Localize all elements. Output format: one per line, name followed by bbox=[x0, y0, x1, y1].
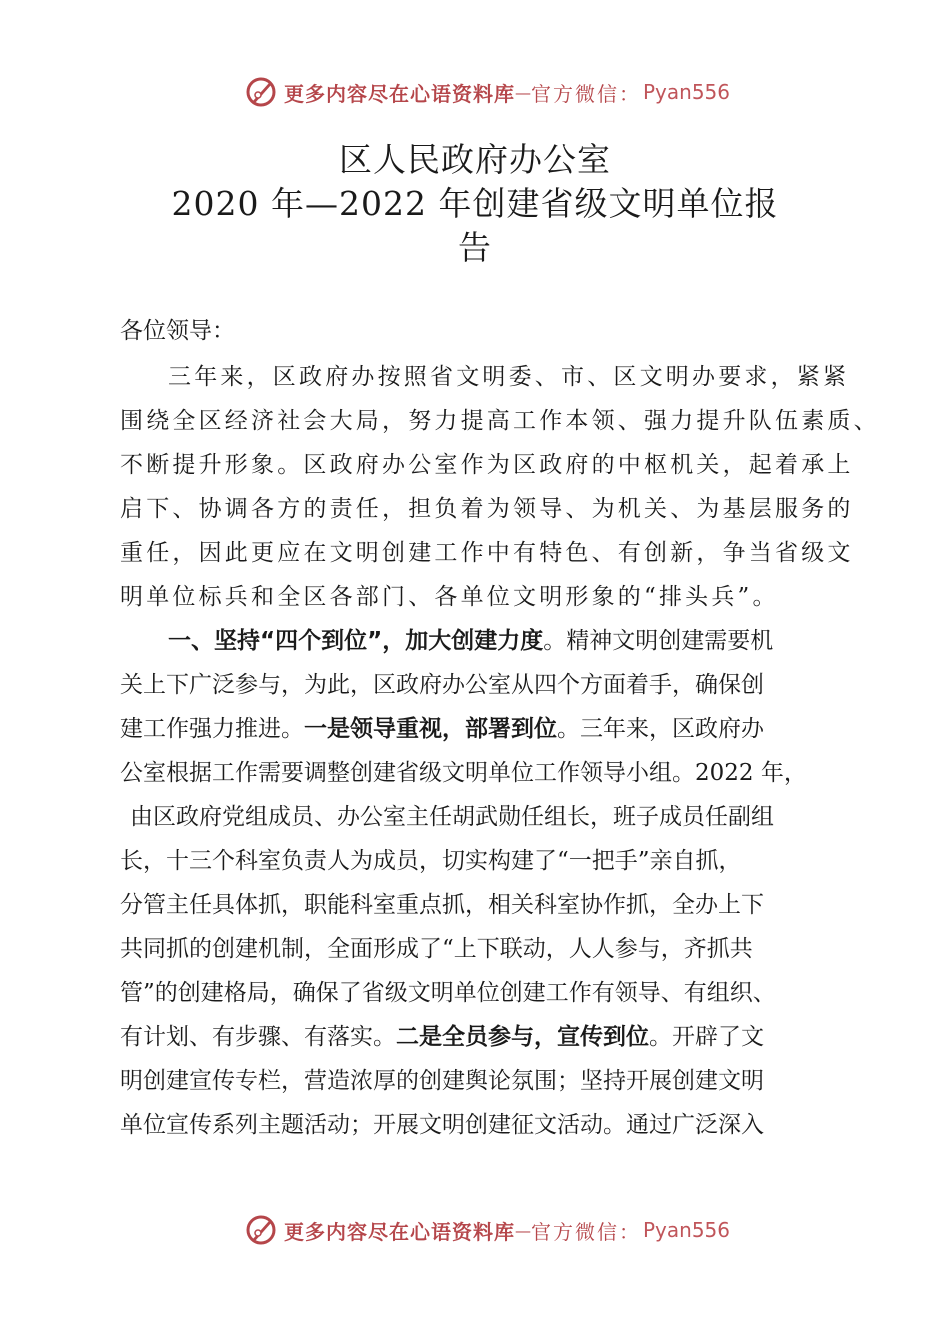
point1-heading: 一是领导重视，部署到位 bbox=[304, 716, 557, 742]
s1-line11: 明创建宣传专栏，营造浓厚的创建舆论氛围；坚持开展创建文明 bbox=[120, 1068, 764, 1094]
banner-wechat-id: Pyan556 bbox=[643, 1218, 731, 1242]
s1-line3-pre: 建工作强力推进。 bbox=[120, 716, 304, 742]
s1-line3 bbox=[120, 714, 764, 744]
banner-dash: — bbox=[515, 82, 531, 102]
banner-slogan: 更多内容尽在心语资料库 bbox=[284, 1219, 515, 1244]
greeting: 各位领导： bbox=[120, 318, 235, 344]
banner-wechat-label: 官方微信： bbox=[531, 81, 641, 106]
s1-line10-post: 。开辟了文 bbox=[649, 1024, 764, 1050]
point2-heading: 二是全员参与，宣传到位 bbox=[396, 1024, 649, 1050]
banner-wechat-id: Pyan556 bbox=[643, 80, 731, 104]
banner-wechat-label: 官方微信： bbox=[531, 1219, 641, 1244]
banner-slogan: 更多内容尽在心语资料库 bbox=[284, 81, 515, 106]
s1-line10 bbox=[120, 1022, 764, 1052]
s1-line10-pre: 有计划、有步骤、有落实。 bbox=[120, 1024, 396, 1050]
s1-line1-rest: 。精神文明创建需要机 bbox=[543, 628, 774, 654]
p1-line3: 不断提升形象。区政府办公室作为区政府的中枢机关，起着承上 bbox=[120, 452, 854, 478]
p1-line2: 围绕全区经济社会大局，努力提高工作本领、强力提升队伍素质、 bbox=[120, 408, 880, 434]
p1-line6: 明单位标兵和全区各部门、各单位文明形象的“排头兵”。 bbox=[120, 584, 779, 610]
header-banner bbox=[0, 68, 950, 116]
s1-line6: 长，十三个科室负责人为成员，切实构建了“一把手”亲自抓， bbox=[120, 848, 742, 874]
doc-title-line3: 告 bbox=[458, 228, 492, 267]
pen-logo-icon bbox=[244, 1213, 278, 1247]
s1-line1 bbox=[168, 626, 773, 656]
pen-logo-icon bbox=[244, 75, 278, 109]
banner-dash: — bbox=[515, 1220, 531, 1240]
p1-line4: 启下、协调各方的责任，担负着为领导、为机关、为基层服务的 bbox=[120, 496, 854, 522]
section1-heading: 一、坚持“四个到位”，加大创建力度 bbox=[168, 628, 544, 654]
s1-line2: 关上下广泛参与，为此，区政府办公室从四个方面着手，确保创 bbox=[120, 672, 764, 698]
s1-line9: 管”的创建格局，确保了省级文明单位创建工作有领导、有组织、 bbox=[120, 980, 776, 1006]
p1-line1: 三年来，区政府办按照省文明委、市、区文明办要求，紧紧 bbox=[168, 364, 850, 390]
s1-line5: 由区政府党组成员、办公室主任胡武勋任组长，班子成员任副组 bbox=[130, 804, 774, 830]
s1-line4: 公室根据工作需要调整创建省级文明单位工作领导小组。2022 年， bbox=[120, 760, 807, 786]
s1-line3-post: 。三年来，区政府办 bbox=[557, 716, 764, 742]
doc-title-line1: 区人民政府办公室 bbox=[339, 140, 611, 179]
s1-line7: 分管主任具体抓，职能科室重点抓，相关科室协作抓，全办上下 bbox=[120, 892, 764, 918]
p1-line5: 重任，因此更应在文明创建工作中有特色、有创新，争当省级文 bbox=[120, 540, 854, 566]
doc-title-line2: 2020 年—2022 年创建省级文明单位报 bbox=[171, 184, 779, 223]
s1-line12: 单位宣传系列主题活动；开展文明创建征文活动。通过广泛深入 bbox=[120, 1112, 764, 1138]
s1-line8: 共同抓的创建机制，全面形成了“上下联动，人人参与，齐抓共 bbox=[120, 936, 753, 962]
footer-banner bbox=[0, 1206, 950, 1254]
